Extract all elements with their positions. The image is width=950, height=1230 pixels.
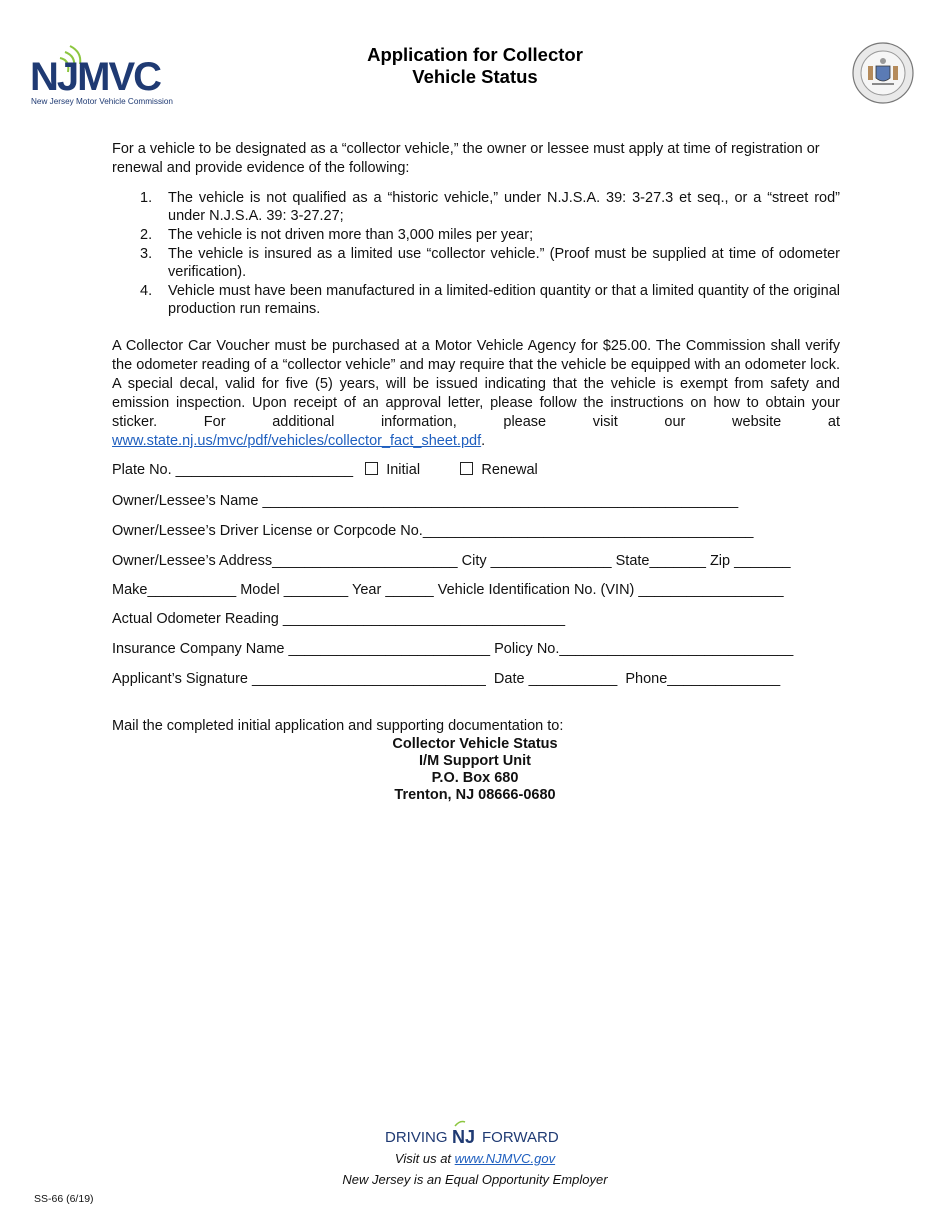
voucher-paragraph	[112, 337, 840, 451]
voucher-end: .	[481, 433, 486, 449]
slogan-right: FORWARD	[482, 1129, 559, 1146]
list-item	[112, 189, 840, 225]
mail-address-line: Trenton, NJ 08666-0680	[394, 787, 556, 803]
mail-instructions: Mail the completed initial application and supporting documentation to:	[112, 718, 564, 734]
list-item-text: Vehicle must have been manufactured in a limited-edition quantity or that a limited quantity of the original production run remains.	[168, 283, 840, 317]
logo-text: NJMVC	[30, 55, 161, 99]
state-seal-icon	[852, 42, 914, 104]
mail-address-line: Collector Vehicle Status	[392, 736, 558, 752]
njmvc-logo	[30, 42, 180, 108]
voucher-text: A Collector Car Voucher must be purchased at a Motor Vehicle Agency for $25.00. The Commission shall verify the odometer reading of a “collector vehicle” and may require that the vehicle be equipped with an odometer lock. A special decal, valid for five (5) years, will be issued indicating that the vehicle is exempt from safety and emission inspection. Upon receipt of an approval letter, please follow the instructions on how to obtain your sticker. For additional information, please visit our website at	[112, 338, 840, 430]
njmvc-website-link[interactable]: www.NJMVC.gov	[454, 1151, 556, 1166]
list-item-number: 2.	[140, 227, 153, 243]
mail-address-line: I/M Support Unit	[419, 753, 531, 769]
list-item-text: The vehicle is insured as a limited use “collector vehicle.” (Proof must be supplied at time of odometer verification).	[168, 246, 840, 280]
license-field[interactable]: Owner/Lessee’s Driver License or Corpcode No._________________________________________	[112, 523, 754, 539]
vehicle-info-field[interactable]: Make___________ Model ________ Year ______ Vehicle Identification No. (VIN) __________________	[112, 582, 784, 598]
list-item-number: 4.	[140, 283, 153, 299]
insurance-field[interactable]: Insurance Company Name _________________________ Policy No._____________________________	[112, 641, 794, 657]
renewal-checkbox[interactable]	[460, 462, 473, 475]
logo-subtitle: New Jersey Motor Vehicle Commission	[31, 97, 173, 106]
list-item-number: 3.	[140, 246, 153, 262]
title-line-2: Vehicle Status	[412, 66, 538, 87]
plate-row	[112, 462, 538, 478]
renewal-label: Renewal	[481, 462, 538, 478]
page-title	[300, 44, 650, 88]
requirements-list	[112, 189, 840, 319]
address-field[interactable]: Owner/Lessee’s Address_______________________ City _______________ State_______ Zip _______	[112, 553, 791, 569]
initial-label: Initial	[386, 462, 421, 478]
visit-line	[300, 1151, 650, 1166]
odometer-field[interactable]: Actual Odometer Reading ___________________________________	[112, 611, 566, 627]
list-item-text: The vehicle is not driven more than 3,000 miles per year;	[168, 227, 534, 243]
equal-opportunity-statement: New Jersey is an Equal Opportunity Employer	[342, 1172, 608, 1187]
visit-prefix: Visit us at	[394, 1151, 455, 1166]
slogan-left: DRIVING	[385, 1129, 448, 1146]
intro-text: For a vehicle to be designated as a “collector vehicle,” the owner or lessee must apply at time of registration or renewal and provide evidence of the following:	[112, 141, 820, 176]
owner-name-field[interactable]: Owner/Lessee’s Name ___________________________________________________________	[112, 493, 739, 509]
slogan-swoosh-icon	[455, 1122, 465, 1127]
list-item	[112, 226, 840, 244]
driving-forward-logo	[385, 1118, 567, 1150]
slogan-mark: NJ	[452, 1127, 476, 1147]
fact-sheet-link[interactable]: www.state.nj.us/mvc/pdf/vehicles/collector_fact_sheet.pdf	[112, 433, 482, 449]
initial-checkbox[interactable]	[365, 462, 378, 475]
mail-address-line: P.O. Box 680	[431, 770, 519, 786]
plate-field[interactable]: Plate No. ______________________	[112, 462, 354, 478]
list-item-text: The vehicle is not qualified as a “historic vehicle,” under N.J.S.A. 39: 3-27.3 et seq., or a “street rod” under N.J.S.A. 39: 3-27.27;	[168, 190, 840, 224]
list-item	[112, 245, 840, 281]
signature-field[interactable]: Applicant’s Signature _____________________________ Date ___________ Phone______________	[112, 671, 781, 687]
form-code: SS-66 (6/19)	[34, 1193, 94, 1205]
list-item-number: 1.	[140, 190, 153, 206]
list-item	[112, 282, 840, 318]
title-line-1: Application for Collector	[367, 44, 583, 65]
